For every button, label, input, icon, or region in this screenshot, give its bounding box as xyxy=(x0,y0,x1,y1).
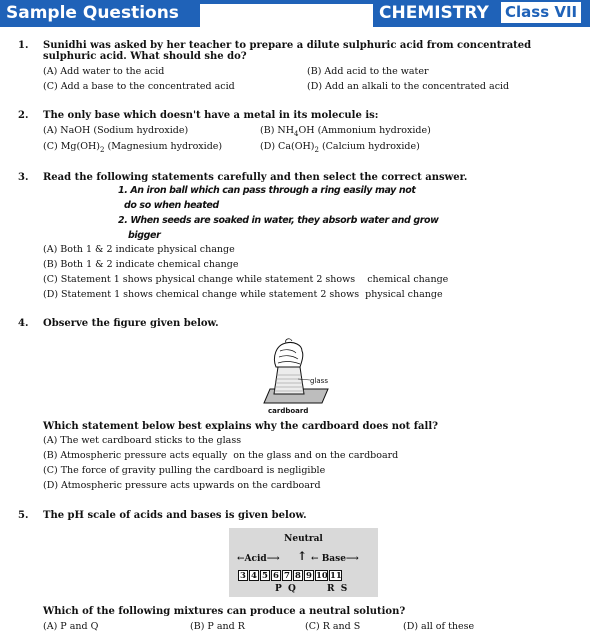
q2-option-b-pre: (B) NH xyxy=(260,125,295,136)
q2-option-c xyxy=(43,141,222,153)
neutral-arrow-icon: ↑ xyxy=(297,549,308,563)
cardboard-label: cardboard xyxy=(268,407,309,415)
q4-option-c: (C) The force of gravity pulling the cardboard is negligible xyxy=(43,465,326,476)
q1-option-c: (C) Add a base to the concentrated acid xyxy=(43,81,235,92)
header-subject: CHEMISTRY xyxy=(379,3,489,23)
q2-text: The only base which doesn't have a metal in its molecule is: xyxy=(43,110,379,121)
glass-shape xyxy=(274,367,304,394)
header-subject-box xyxy=(373,0,590,27)
q3-option-c: (C) Statement 1 shows physical change while statement 2 shows chemical change xyxy=(43,274,449,285)
glass-cardboard-figure xyxy=(262,337,342,417)
q4-text: Observe the figure given below. xyxy=(43,318,219,329)
q2-option-a xyxy=(43,125,188,137)
q2-option-d xyxy=(260,141,420,153)
q2-option-d-post: (Calcium hydroxide) xyxy=(318,141,420,152)
page-header xyxy=(0,0,590,27)
q2-option-b xyxy=(260,125,431,137)
q2-option-c-sub: 2 xyxy=(100,145,105,154)
ph-scale-figure xyxy=(229,528,378,597)
q1-text: Sunidhi was asked by her teacher to prepare a dilute sulphuric acid from concentrated sulphuric acid. What should she do? xyxy=(43,40,532,62)
q3-text: Read the following statements carefully and then select the correct answer. xyxy=(43,172,468,183)
ph-cell: 4 xyxy=(249,570,259,581)
q3-option-b: (B) Both 1 & 2 indicate chemical change xyxy=(43,259,239,270)
q5-option-d: (D) all of these xyxy=(403,621,475,632)
q5-option-a: (A) P and Q xyxy=(43,621,99,632)
q4-option-b: (B) Atmospheric pressure acts equally on the glass and on the cardboard xyxy=(43,450,399,461)
acid-label: Acid xyxy=(244,554,267,564)
q4-option-d: (D) Atmospheric pressure acts upwards on the cardboard xyxy=(43,480,321,491)
q3-statement-1a: 1. An iron ball which can pass through a ring easily may not xyxy=(118,185,416,196)
q2-number: 2. xyxy=(18,110,29,121)
q2-option-a-text: (A) NaOH (Sodium hydroxide) xyxy=(43,125,189,136)
q3-statement-1b: do so when heated xyxy=(124,200,219,211)
q1-number: 1. xyxy=(18,40,29,51)
q3-statement-2a: 2. When seeds are soaked in water, they absorb water and grow xyxy=(118,215,439,226)
ph-cell: 7 xyxy=(282,570,292,581)
ph-cell: 5 xyxy=(260,570,270,581)
q5-option-c: (C) R and S xyxy=(305,621,361,632)
q2-option-d-pre: (D) Ca(OH) xyxy=(260,141,315,152)
q1-option-b: (B) Add acid to the water xyxy=(307,66,429,77)
ph-cell: 3 xyxy=(238,570,248,581)
q1-option-d: (D) Add an alkali to the concentrated acid xyxy=(307,81,510,92)
q5-text: The pH scale of acids and bases is given below. xyxy=(43,510,307,521)
acid-arrow: ←Acid⟶ xyxy=(237,554,280,564)
base-arrow: ← Base⟶ xyxy=(311,554,359,564)
ph-markers-right: R S xyxy=(327,584,348,594)
base-label: Base xyxy=(321,554,346,564)
q3-option-a: (A) Both 1 & 2 indicate physical change xyxy=(43,244,235,255)
header-rule xyxy=(200,0,373,4)
ph-cell: 10 xyxy=(316,571,328,581)
ph-cell: 11 xyxy=(330,571,342,581)
q2-option-c-pre: (C) Mg(OH) xyxy=(43,141,100,152)
ph-neutral-label: Neutral xyxy=(284,534,323,544)
ph-cell: 8 xyxy=(293,570,303,581)
q1-option-a: (A) Add water to the acid xyxy=(43,66,165,77)
q2-option-d-sub: 2 xyxy=(314,145,319,154)
glass-label: glass xyxy=(310,377,328,385)
q4-option-a: (A) The wet cardboard sticks to the glass xyxy=(43,435,242,446)
q5-question: Which of the following mixtures can produce a neutral solution? xyxy=(43,606,406,617)
q2-option-c-post: (Magnesium hydroxide) xyxy=(104,141,223,152)
ph-cell: 9 xyxy=(304,570,314,581)
q3-option-d: (D) Statement 1 shows chemical change while statement 2 shows physical change xyxy=(43,289,443,300)
q2-option-b-sub: 4 xyxy=(294,129,299,138)
q5-option-b: (B) P and R xyxy=(190,621,245,632)
q3-statement-2b: bigger xyxy=(128,230,161,241)
header-title: Sample Questions xyxy=(6,3,179,23)
ph-cell: 6 xyxy=(271,570,281,581)
q4-number: 4. xyxy=(18,318,29,329)
header-title-box xyxy=(0,0,200,27)
q5-number: 5. xyxy=(18,510,29,521)
q2-option-b-post: OH (Ammonium hydroxide) xyxy=(298,125,431,136)
ph-markers-left: P Q xyxy=(275,584,296,594)
ph-value-cells xyxy=(238,570,343,581)
q3-number: 3. xyxy=(18,172,29,183)
header-class-badge: Class VII xyxy=(501,2,581,23)
q4-question: Which statement below best explains why the cardboard does not fall? xyxy=(43,421,438,432)
